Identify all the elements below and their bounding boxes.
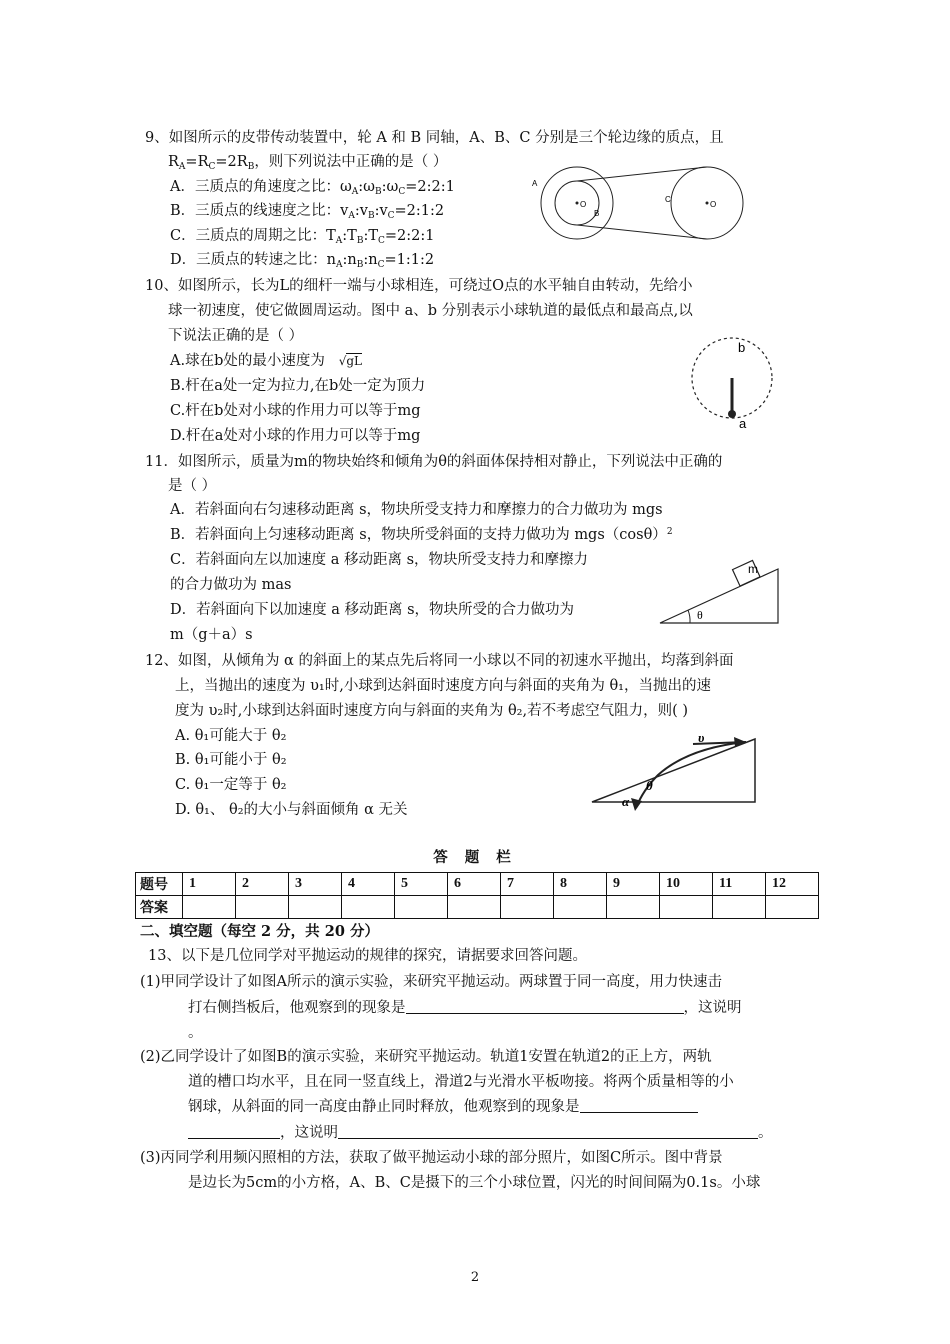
q13-stem: 13、以下是几位同学对平抛运动的规律的探究，请据要求回答问题。	[148, 948, 587, 964]
label-c: C	[665, 195, 671, 204]
q13-part1-line1: (1)甲同学设计了如图A所示的演示实验，来研究平抛运动。两球置于同一高度，用力快速击	[140, 974, 723, 990]
q9-option-b: B．三质点的线速度之比：$v_A:v_B:v_C=2:1:2$	[170, 203, 445, 221]
q12-option-d: D. θ₁、 θ₂的大小与斜面倾角 α 无关	[175, 802, 408, 818]
col-3: 3	[289, 873, 342, 896]
answer-cell[interactable]	[395, 896, 448, 919]
label-alpha: α	[622, 794, 630, 809]
q11-stem-line1: 11．如图所示，质量为m的物块始终和倾角为θ的斜面体保持相对静止，下列说法中正确的	[145, 454, 723, 470]
q12-stem-line3: 度为 υ₂时,小球到达斜面时速度方向与斜面的夹角为 θ₂,若不考虑空气阻力，则( )	[175, 703, 689, 719]
label-a: A	[532, 179, 538, 188]
q12-option-c: C. θ₁一定等于 θ₂	[175, 777, 287, 793]
rod-circle-figure	[685, 330, 785, 430]
answer-cell[interactable]	[289, 896, 342, 919]
q9-option-a: A．三质点的角速度之比：$\omega_A:\omega_B:\omega_C=2:2:1$	[170, 179, 455, 197]
q12-stem-line1: 12、如图，从倾角为 α 的斜面上的某点先后将同一小球以不同的初速水平抛出，均落到斜面	[145, 653, 734, 669]
q10-stem-line2: 球一初速度，使它做圆周运动。图中 a、b 分别表示小球轨道的最低点和最高点,以	[168, 303, 693, 319]
col-12: 12	[766, 873, 819, 896]
label-b-top: b	[738, 340, 746, 355]
blank-1[interactable]	[406, 999, 684, 1014]
answer-cell[interactable]	[448, 896, 501, 919]
label-o1: O	[580, 200, 587, 209]
q10-option-d: D.杆在a处对小球的作用力可以等于mg	[170, 428, 421, 444]
q11-option-d-line1: D．若斜面向下以加速度 a 移动距离 s，物块所受的合力做功为	[170, 602, 575, 618]
blank-2b[interactable]	[188, 1124, 280, 1139]
col-8: 8	[554, 873, 607, 896]
col-6: 6	[448, 873, 501, 896]
blank-2[interactable]	[580, 1098, 698, 1113]
q13-part1-line2: 打右侧挡板后，他观察到的现象是 ，这说明	[188, 1000, 742, 1016]
row-header-answer: 答案	[136, 896, 183, 919]
q12-stem-line2: 上，当抛出的速度为 υ₁时,小球到达斜面时速度方向与斜面的夹角为 θ₁，当抛出的速	[175, 678, 711, 694]
q13-part2-line3: 钢球，从斜面的同一高度由静止同时释放，他观察到的现象是	[188, 1097, 698, 1117]
q9-stem-line1: 9、如图所示的皮带传动装置中，轮 A 和 B 同轴，A、B、C 分别是三个轮边缘的质点，且	[145, 130, 724, 146]
label-b: B	[594, 209, 600, 218]
row-header-number: 题号	[136, 873, 183, 896]
answer-cell[interactable]	[183, 896, 236, 919]
answer-cell[interactable]	[236, 896, 289, 919]
projectile-incline-figure	[588, 730, 758, 812]
col-2: 2	[236, 873, 289, 896]
label-o2: O	[710, 200, 717, 209]
answer-table-title: 答 题 栏	[433, 849, 517, 866]
q10-option-c: C.杆在b处对小球的作用力可以等于mg	[170, 403, 421, 419]
label-a-bottom: a	[739, 416, 747, 430]
q13-part2-line1: (2)乙同学设计了如图B的演示实验，来研究平抛运动。轨道1安置在轨道2的正上方，两轨	[140, 1049, 712, 1065]
blank-3[interactable]	[338, 1124, 758, 1139]
q11-option-b: B．若斜面向上匀速移动距离 s，物块所受斜面的支持力做功为 $mgs(\cos\theta)^2$	[170, 527, 673, 543]
answer-cell[interactable]	[660, 896, 713, 919]
q9-stem-line2: $R_A=R_C=2R_B$，则下列说法中正确的是（ ）	[168, 154, 448, 172]
q9-option-c: C．三质点的周期之比：$T_A:T_B:T_C=2:2:1$	[170, 228, 435, 246]
answer-cell[interactable]	[766, 896, 819, 919]
q11-option-d-line2: m（g＋a）s	[170, 627, 253, 643]
label-v: υ	[698, 730, 705, 745]
col-1: 1	[183, 873, 236, 896]
page-number: 2	[470, 1270, 480, 1285]
q13-part3-line1: (3)丙同学利用频闪照相的方法，获取了做平抛运动小球的部分照片，如图C所示。图中背景	[140, 1150, 723, 1166]
answer-table-answer-row	[136, 896, 819, 919]
label-theta: θ	[697, 608, 703, 622]
q11-option-a: A．若斜面向右匀速移动距离 s，物块所受支持力和摩擦力的合力做功为 mgs	[170, 502, 663, 518]
q10-option-b: B.杆在a处一定为拉力,在b处一定为顶力	[170, 378, 426, 394]
col-4: 4	[342, 873, 395, 896]
q9-option-d: D．三质点的转速之比：$n_A:n_B:n_C=1:1:2$	[170, 252, 435, 270]
q12-option-b: B. θ₁可能小于 θ₂	[175, 752, 287, 768]
q13-part2-line2: 道的槽口均水平，且在同一竖直线上，滑道2与光滑水平板吻接。将两个质量相等的小	[188, 1074, 734, 1090]
answer-cell[interactable]	[713, 896, 766, 919]
q13-part3-line2: 是边长为5cm的小方格，A、B、C是摄下的三个小球位置，闪光的时间间隔为0.1s。小球	[188, 1175, 761, 1191]
q13-part2-line4: ，这说明 。	[188, 1123, 773, 1143]
col-9: 9	[607, 873, 660, 896]
col-10: 10	[660, 873, 713, 896]
q11-option-c-line1: C．若斜面向左以加速度 a 移动距离 s，物块所受支持力和摩擦力	[170, 552, 589, 568]
q10-stem-line1: 10、如图所示，长为L的细杆一端与小球相连，可绕过O点的水平轴自由转动，先给小	[145, 278, 693, 294]
incline-block-figure	[655, 555, 785, 630]
answer-cell[interactable]	[554, 896, 607, 919]
section2-title: 二、填空题（每空 2 分，共 20 分）	[140, 923, 379, 940]
belt-drive-figure	[528, 158, 753, 243]
q11-option-c-line2: 的合力做功为 mas	[170, 577, 292, 593]
answer-cell[interactable]	[607, 896, 660, 919]
q11-stem-line2: 是（ ）	[168, 478, 217, 494]
col-7: 7	[501, 873, 554, 896]
label-m: m	[748, 562, 758, 576]
q12-option-a: A. θ₁可能大于 θ₂	[175, 728, 287, 744]
answer-table-number-row	[136, 873, 819, 896]
label-theta: θ	[646, 778, 653, 793]
col-5: 5	[395, 873, 448, 896]
q10-stem-line3: 下说法正确的是（ ）	[168, 328, 304, 344]
col-11: 11	[713, 873, 766, 896]
answer-cell[interactable]	[342, 896, 395, 919]
answer-cell[interactable]	[501, 896, 554, 919]
q10-option-a: A.球在b处的最小速度为 √gL	[170, 353, 363, 369]
q13-part1-line3: 。	[188, 1025, 203, 1041]
answer-table	[135, 872, 819, 919]
